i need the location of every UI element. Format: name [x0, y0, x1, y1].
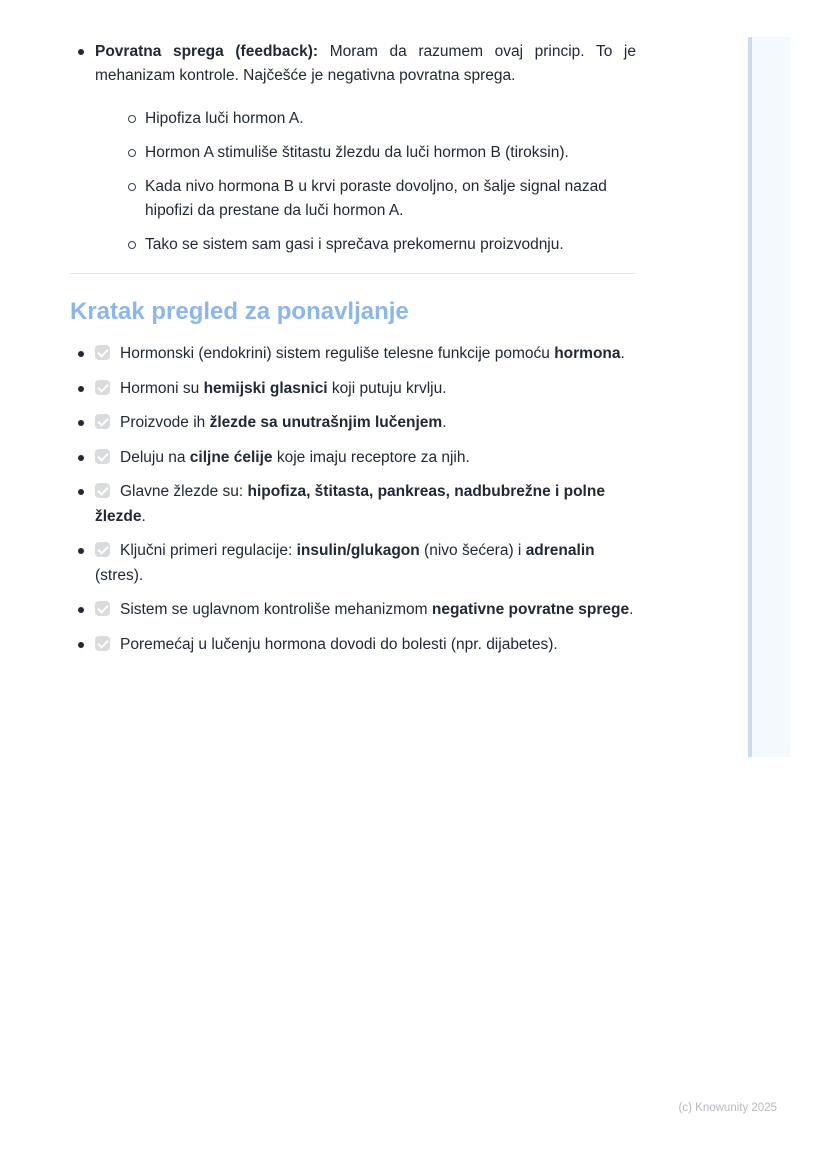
feedback-sub-item [95, 175, 636, 223]
checklist-item-text: Ključni primeri regulacije: insulin/glukagon (nivo šećera) i adrenalin (stres). [95, 542, 595, 584]
vertical-accent-bar [748, 37, 790, 757]
bullet-icon [78, 489, 84, 495]
feedback-list [70, 40, 636, 257]
checkbox-checked-icon[interactable] [95, 345, 110, 360]
checklist-item-text: Hormonski (endokrini) sistem reguliše telesne funkcije pomoću hormona. [120, 345, 625, 362]
feedback-lead-bold: Povratna sprega (feedback): [95, 43, 319, 60]
checklist-item [70, 480, 636, 529]
bullet-icon [78, 455, 84, 461]
checkbox-checked-icon[interactable] [95, 380, 110, 395]
bullet-icon [78, 49, 84, 55]
document-content [70, 40, 636, 667]
checklist-item [70, 633, 636, 658]
checklist-item-text: Glavne žlezde su: hipofiza, štitasta, pankreas, nadbubrežne i polne žlezde. [95, 483, 605, 525]
checklist-item [70, 539, 636, 588]
review-checklist [70, 342, 636, 657]
checkbox-checked-icon[interactable] [95, 601, 110, 616]
feedback-sub-item [95, 233, 636, 257]
bullet-icon [78, 642, 84, 648]
checkbox-checked-icon[interactable] [95, 483, 110, 498]
checklist-item-text: Deluju na ciljne ćelije koje imaju receptore za njih. [120, 448, 470, 466]
section-divider [70, 273, 636, 274]
feedback-sub-item-text: Tako se sistem sam gasi i sprečava prekomernu proizvodnju. [145, 236, 564, 253]
checklist-item [70, 446, 636, 471]
feedback-sub-item-text: Kada nivo hormona B u krvi poraste dovoljno, on šalje signal nazad hipofizi da prestane da luči hormon A. [145, 178, 607, 219]
feedback-list-item [70, 40, 636, 257]
bullet-icon [78, 386, 84, 392]
checkbox-checked-icon[interactable] [95, 636, 110, 651]
bullet-icon [78, 351, 84, 357]
checklist-item [70, 598, 636, 623]
feedback-sub-item-text: Hipofiza luči hormon A. [145, 110, 304, 127]
circle-bullet-icon [128, 149, 136, 157]
copyright-notice: (c) Knowunity 2025 [678, 1102, 777, 1114]
bullet-icon [78, 548, 84, 554]
checklist-item-text: Sistem se uglavnom kontroliše mehanizmom negativne povratne sprege. [120, 601, 634, 618]
checkbox-checked-icon[interactable] [95, 414, 110, 429]
checkbox-checked-icon[interactable] [95, 542, 110, 557]
circle-bullet-icon [128, 183, 136, 191]
feedback-sub-item [95, 141, 636, 165]
checkbox-checked-icon[interactable] [95, 449, 110, 464]
circle-bullet-icon [128, 241, 136, 249]
bullet-icon [78, 607, 84, 613]
checklist-item-text: Proizvode ih žlezde sa unutrašnjim lučenjem. [120, 414, 447, 431]
feedback-sub-item-text: Hormon A stimuliše štitastu žlezdu da luči hormon B (tiroksin). [145, 144, 569, 161]
section-heading: Kratak pregled za ponavljanje [70, 298, 409, 325]
checklist-item-text: Poremećaj u lučenju hormona dovodi do bolesti (npr. dijabetes). [120, 635, 558, 653]
checklist-item-text: Hormoni su hemijski glasnici koji putuju krvlju. [120, 379, 447, 397]
bullet-icon [78, 420, 84, 426]
feedback-sub-item [95, 107, 636, 131]
checklist-item [70, 411, 636, 436]
feedback-paragraph [95, 40, 636, 88]
circle-bullet-icon [128, 115, 136, 123]
checklist-item [70, 342, 636, 367]
checklist-item [70, 377, 636, 402]
feedback-lead-text: Moram da razumem ovaj princip. To je mehanizam kontrole. Najčešće je negativna povratna sprega. [95, 43, 636, 84]
feedback-sub-list [95, 107, 636, 257]
